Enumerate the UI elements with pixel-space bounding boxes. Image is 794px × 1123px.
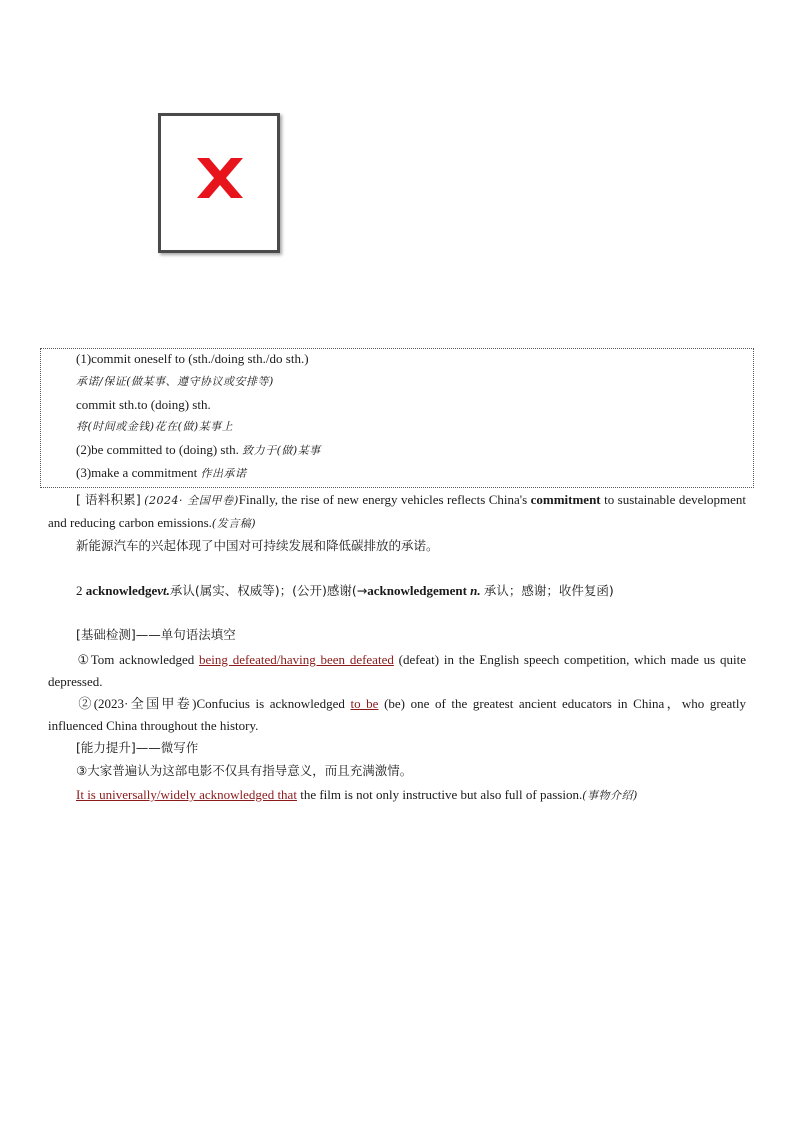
entry-number: 2 [76,583,83,598]
phrase-be-committed-en: (2)be committed to (doing) sth. [76,442,239,457]
entry-headword: acknowledge [85,583,158,598]
q3-chinese-prompt: ③大家普遍认为这部电影不仅具有指导意义，而且充满激情。 [76,763,413,778]
basic-test-heading: [基础检测]——单句语法填空 [76,627,236,642]
corpus-source: (2024· 全国甲卷) [144,494,239,507]
entry-acknowledge [76,582,614,600]
corpus-paragraph [48,489,746,535]
q3-sentence: the film is not only instructive but also full of passion. [300,787,583,802]
q1-stem-a: ①Tom acknowledged [76,652,195,667]
entry-meaning: 承认(属实、权威等)；(公开)感谢(→ [169,583,368,598]
phrase-make-commitment-meaning: 作出承诺 [200,467,247,480]
q2-answer: to be [350,696,379,711]
phrase-commit-sth: commit sth.to (doing) sth. [76,397,211,412]
q2-stem-a: ②(2023·全国甲卷)Confucius is acknowledged [76,696,345,711]
phrase-make-commitment-en: (3)make a commitment [76,465,198,480]
q2-stem-b: (be) one of the greatest ancient educators in China，who greatly influenced China throughout the history. [48,696,747,733]
q3-answer-line [76,786,638,805]
q3-note: (事物介绍) [582,789,638,802]
corpus-sentence-a: Finally, the rise of new energy vehicles reflects China's [238,492,528,507]
corpus-keyword: commitment [530,492,601,507]
phrase-be-committed [76,441,321,460]
broken-image-placeholder [158,113,280,253]
q1-stem-b: (defeat) in the English speech competition, which made us quite depressed. [48,652,747,689]
advanced-heading: [能力提升]——微写作 [76,740,199,755]
corpus-tag: [ 语料积累] [76,492,141,507]
corpus-sentence-b: to sustainable development and reducing carbon emissions. [48,492,747,530]
corpus-note: (发言稿) [211,517,256,530]
q1-answer: being defeated/having been defeated [199,652,394,667]
phrase-commit-oneself-meaning: 承诺/保证(做某事、遵守协议或安排等) [76,375,274,388]
entry-pos: vt. [157,583,170,598]
corpus-translation: 新能源汽车的兴起体现了中国对可持续发展和降低碳排放的承诺。 [76,538,439,553]
phrase-commit-oneself: (1)commit oneself to (sth./doing sth./do sth.) [76,351,309,366]
phrase-commit-sth-meaning: 将(时间或金钱)花在(做)某事上 [76,420,234,433]
basic-question-2 [48,693,746,737]
basic-question-1 [48,649,746,693]
q3-answer: It is universally/widely acknowledged that [76,787,297,802]
phrase-be-committed-meaning: 致力于(做)某事 [242,444,321,457]
entry-derived-pos: n. [470,583,481,598]
phrase-make-commitment [76,464,247,483]
entry-derived-word: acknowledgement [367,583,467,598]
entry-derived-meaning: 承认；感谢；收件复函) [483,583,614,598]
broken-image-x-icon [191,154,249,202]
